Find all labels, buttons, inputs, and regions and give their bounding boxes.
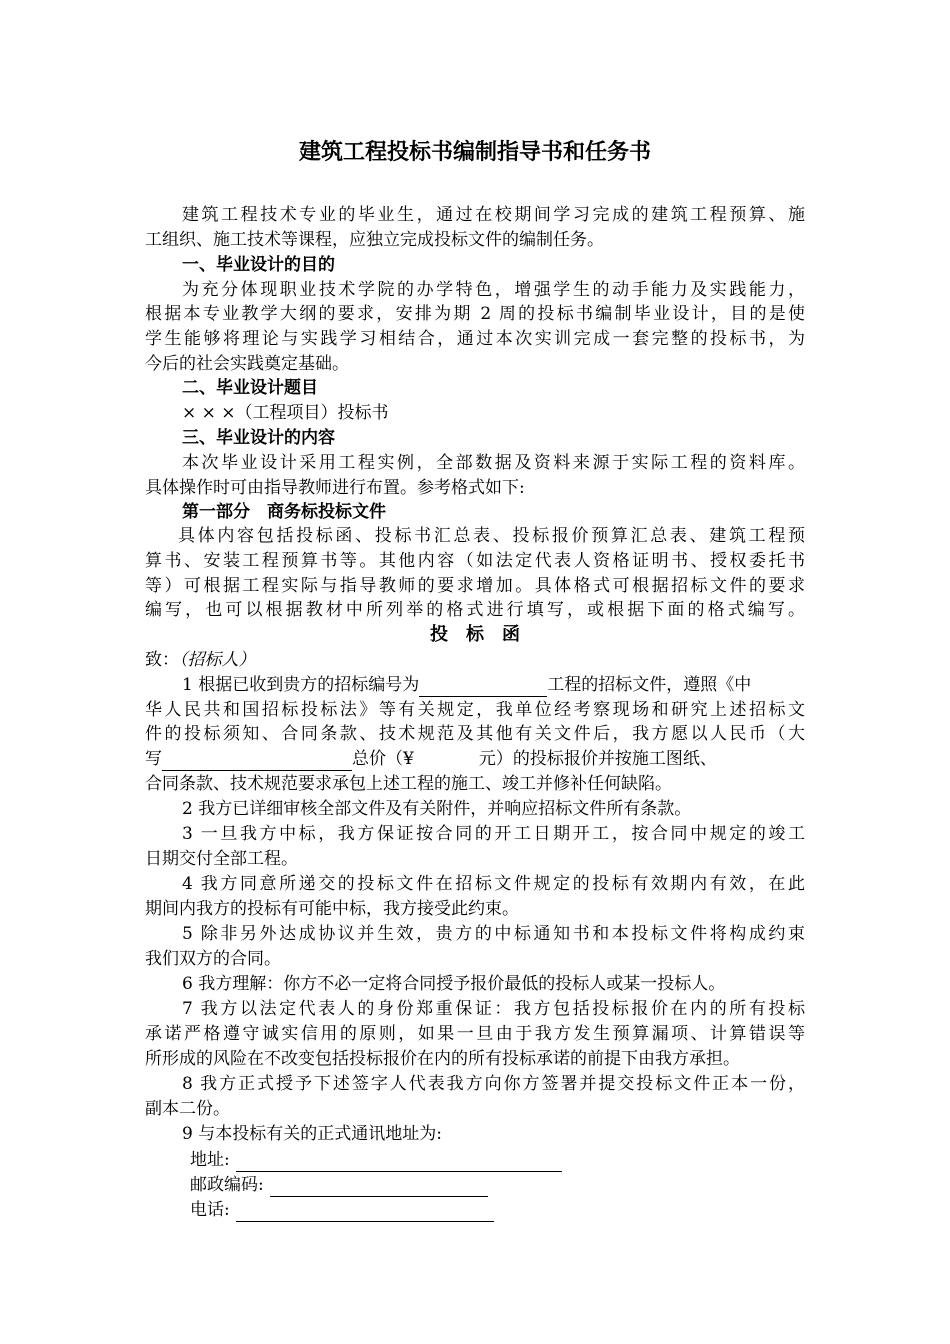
section-3-line-2: 具体操作时可由指导教师进行布置。参考格式如下:: [145, 478, 525, 498]
section-2-heading: 二、毕业设计题目: [182, 378, 318, 398]
part-1-line-3: 等）可根据工程实际与指导教师的要求增加。具体格式可根据招标文件的要求: [145, 576, 805, 596]
clause-7-line-2: 承诺严格遵守诚实信用的原则，如果一旦由于我方发生预算漏项、计算错误等: [145, 1024, 805, 1044]
clause-1-text-b: 工程的招标文件，遵照《中: [547, 675, 752, 695]
clause-5-line-1: 5 除非另外达成协议并生效，贵方的中标通知书和本投标文件将构成约束: [182, 924, 805, 944]
phone-blank: [236, 1204, 494, 1222]
intro-line-2: 工组织、施工技术等课程，应独立完成投标文件的编制任务。: [145, 230, 604, 250]
section-1-line-4: 今后的社会实践奠定基础。: [145, 354, 349, 374]
clause-8-line-2: 副本二份。: [145, 1099, 230, 1119]
part-1-heading: 第一部分 商务标投标文件: [182, 502, 386, 522]
clause-6: 6 我方理解：你方不必一定将合同授予报价最低的投标人或某一投标人。: [182, 974, 726, 994]
clause-3-line-2: 日期交付全部工程。: [145, 849, 298, 869]
clause-1-line-3: 件的投标须知、合同条款、技术规范及其他有关文件后，我方愿以人民币（大: [145, 724, 805, 744]
clause-1-line-5: 合同条款、技术规范要求承包上述工程的施工、竣工并修补任何缺陷。: [145, 774, 672, 794]
clause-8-line-1: 8 我方正式授予下述签字人代表我方向你方签署并提交投标文件正本一份，: [182, 1074, 805, 1094]
postcode-row: [190, 1173, 790, 1197]
addressee-value: （招标人）: [179, 650, 256, 670]
clause-1-text-c: 写: [145, 749, 162, 769]
amount-words-blank: [162, 753, 352, 771]
clause-9: 9 与本投标有关的正式通讯地址为:: [182, 1124, 442, 1144]
section-3-heading: 三、毕业设计的内容: [182, 428, 335, 448]
clause-7-line-1: 7 我方以法定代表人的身份郑重保证：我方包括投标报价在内的所有投标: [182, 999, 805, 1019]
clause-1-line-1: [182, 673, 805, 697]
clause-4-line-1: 4 我方同意所递交的投标文件在招标文件规定的投标有效期内有效，在此: [182, 874, 805, 894]
letter-addressee: [145, 648, 805, 672]
clause-1-text-d: 总价（¥: [352, 749, 414, 769]
addressee-label: 致：: [145, 650, 179, 670]
phone-row: [190, 1198, 790, 1222]
part-1-line-2: 算书、安装工程预算书等。其他内容（如法定代表人资格证明书、授权委托书: [145, 551, 805, 571]
clause-2: 2 我方已详细审核全部文件及有关附件，并响应招标文件所有条款。: [182, 799, 692, 819]
address-label: 地址:: [190, 1150, 230, 1170]
phone-label: 电话:: [190, 1200, 230, 1220]
letter-heading: 投 标 函: [430, 624, 520, 645]
tender-number-blank: [419, 679, 547, 697]
section-1-line-1: 为充分体现职业技术学院的办学特色，增强学生的动手能力及实践能力，: [182, 280, 805, 300]
clause-1-text-e: 元）的投标报价并按施工图纸、: [478, 749, 717, 769]
clause-4-line-2: 期间内我方的投标有可能中标，我方接受此约束。: [145, 899, 519, 919]
document-title: 建筑工程投标书编制指导书和任务书: [298, 139, 651, 165]
part-1-line-1: 具体内容包括投标函、投标书汇总表、投标报价预算汇总表、建筑工程预: [178, 526, 805, 546]
section-1-line-3: 学生能够将理论与实践学习相结合，通过本次实训完成一套完整的投标书，为: [145, 329, 805, 349]
clause-3-line-1: 3 一旦我方中标，我方保证按合同的开工日期开工，按合同中规定的竣工: [182, 824, 805, 844]
clause-1-text-a: 1 根据已收到贵方的招标编号为: [182, 675, 420, 695]
part-1-line-4: 编写，也可以根据教材中所列举的格式进行填写，或根据下面的格式编写。: [145, 600, 805, 620]
section-2-text: × × ×（工程项目）投标书: [182, 403, 389, 423]
clause-1-line-2: 华人民共和国招标投标法》等有关规定，我单位经考察现场和研究上述招标文: [145, 700, 805, 720]
clause-1-line-4: [145, 747, 805, 771]
postcode-label: 邮政编码:: [190, 1175, 264, 1195]
clause-5-line-2: 我们双方的合同。: [145, 949, 281, 969]
intro-line-1: 建筑工程技术专业的毕业生，通过在校期间学习完成的建筑工程预算、施: [182, 205, 805, 225]
clause-7-line-3: 所形成的风险在不改变包括投标报价在内的所有投标承诺的前提下由我方承担。: [145, 1049, 740, 1069]
postcode-blank: [270, 1179, 488, 1197]
section-1-line-2: 根据本专业教学大纲的要求，安排为期 2 周的投标书编制毕业设计，目的是使: [145, 304, 805, 324]
address-blank: [236, 1154, 562, 1172]
address-row: [190, 1148, 790, 1172]
section-3-line-1: 本次毕业设计采用工程实例，全部数据及资料来源于实际工程的资料库。: [182, 453, 805, 473]
section-1-heading: 一、毕业设计的目的: [182, 255, 335, 275]
